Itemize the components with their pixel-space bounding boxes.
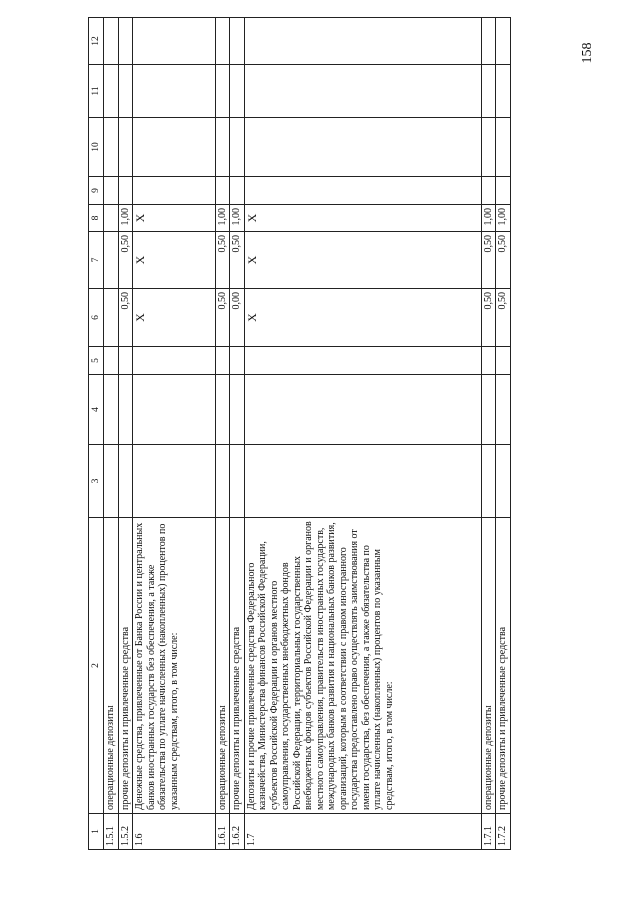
table-cell [481,445,496,518]
table-cell [104,347,119,375]
table-row [104,18,119,850]
table-cell [215,18,230,65]
x-mark: X [133,289,215,347]
column-number: 6 [89,289,104,347]
table-cell [496,177,511,205]
value-cell: 0,50 [496,232,511,289]
table-cell [230,118,245,177]
row-id: 1.6.1 [215,814,230,850]
value-cell: 0,50 [215,232,230,289]
table-cell [481,118,496,177]
column-number: 1 [89,814,104,850]
table-row [133,18,215,850]
table-cell [133,347,215,375]
table-row [215,18,230,850]
column-number: 7 [89,232,104,289]
row-description: Депозиты и прочие привлеченные средства Федерального казначейства, Министерства финансов Российской Федерации, субъектов Российской Федерации и органов местного самоуправления, государственных внебюджетных фондов Российской Федерации, территориальных государственных внебюджетных фондов субъектов Российской Федерации и органов местного самоуправления, правительств иностранных государств, международных банков развития и национальных банков развития, организаций, которым в соответствии с правом иностранного государства предоставлено право осуществлять заимствования от имени государства, без обеспечения, а также обязательства по уплате начисленных (накопленных) процентов по указанным средствам, итого, в том числе: [244,518,481,814]
value-cell: 0,50 [215,289,230,347]
row-description: прочие депозиты и привлеченные средства [496,518,511,814]
value-cell: 0,50 [496,289,511,347]
table-cell [496,347,511,375]
table-cell [118,118,133,177]
table-cell [104,445,119,518]
table-cell [230,375,245,445]
table-cell [133,445,215,518]
page-number: 158 [580,42,595,64]
table-row [496,18,511,850]
table-cell [118,445,133,518]
table-cell [481,177,496,205]
table-cell [481,347,496,375]
table-cell [215,65,230,118]
value-cell: 1,00 [481,205,496,232]
table-cell [244,445,481,518]
row-description: прочие депозиты и привлеченные средства [230,518,245,814]
column-number: 3 [89,445,104,518]
table-cell [215,347,230,375]
row-description: Денежные средства, привлеченные от Банка России и центральных банков иностранных государств без обеспечения, а также обязательства по уплате начисленных (накопленных) процентов по указанным средствам, итого, в том числе: [133,518,215,814]
table-cell [244,18,481,65]
value-cell: 1,00 [118,205,133,232]
row-id: 1.7 [244,814,481,850]
value-cell: 1,00 [496,205,511,232]
value-cell: 0,50 [230,232,245,289]
row-id: 1.7.1 [481,814,496,850]
table-cell [215,445,230,518]
x-mark: X [133,232,215,289]
table-cell [133,18,215,65]
table-cell [118,177,133,205]
value-cell: 0,00 [230,289,245,347]
value-cell [104,232,119,289]
column-number: 12 [89,18,104,65]
row-description: операционные депозиты [481,518,496,814]
x-mark: X [244,289,481,347]
table-cell [230,177,245,205]
value-cell: 0,50 [481,232,496,289]
table-cell [230,445,245,518]
value-cell [104,205,119,232]
row-description: прочие депозиты и привлеченные средства [118,518,133,814]
table-cell [133,118,215,177]
table-cell [496,445,511,518]
table-cell [496,118,511,177]
header-row [89,18,104,850]
table-cell [244,177,481,205]
table-cell [244,347,481,375]
value-cell: 1,00 [230,205,245,232]
table-cell [215,375,230,445]
table-cell [481,375,496,445]
row-description: операционные депозиты [104,518,119,814]
row-id: 1.7.2 [496,814,511,850]
table-cell [496,18,511,65]
x-mark: X [133,205,215,232]
table-cell [133,177,215,205]
table-cell [215,118,230,177]
row-id: 1.5.2 [118,814,133,850]
table-cell [481,18,496,65]
table-cell [230,18,245,65]
table-cell [118,347,133,375]
column-number: 8 [89,205,104,232]
table-cell [104,375,119,445]
table-cell [496,65,511,118]
column-number: 11 [89,65,104,118]
table-cell [118,375,133,445]
column-number: 9 [89,177,104,205]
table-cell [104,65,119,118]
table-cell [215,177,230,205]
table-cell [104,18,119,65]
table-row [481,18,496,850]
table-cell [481,65,496,118]
value-cell: 0,50 [118,232,133,289]
row-description: операционные депозиты [215,518,230,814]
table-cell [244,118,481,177]
table-cell [244,375,481,445]
row-id: 1.6.2 [230,814,245,850]
table-cell [133,65,215,118]
value-cell: 1,00 [215,205,230,232]
table-cell [496,375,511,445]
x-mark: X [244,232,481,289]
x-mark: X [244,205,481,232]
table-cell [118,18,133,65]
table-cell [230,65,245,118]
row-id: 1.6 [133,814,215,850]
value-cell: 0,50 [118,289,133,347]
column-number: 2 [89,518,104,814]
value-cell: 0,50 [481,289,496,347]
column-number: 4 [89,375,104,445]
table-row [230,18,245,850]
table-cell [133,375,215,445]
table-cell [104,177,119,205]
table-cell [244,65,481,118]
table-cell [104,118,119,177]
row-id: 1.5.1 [104,814,119,850]
capital-ratio-table [88,17,511,850]
table-cell [230,347,245,375]
column-number: 5 [89,347,104,375]
table-row [118,18,133,850]
table-row [244,18,481,850]
value-cell [104,289,119,347]
rotated-table-container [88,18,511,850]
table-cell [118,65,133,118]
column-number: 10 [89,118,104,177]
